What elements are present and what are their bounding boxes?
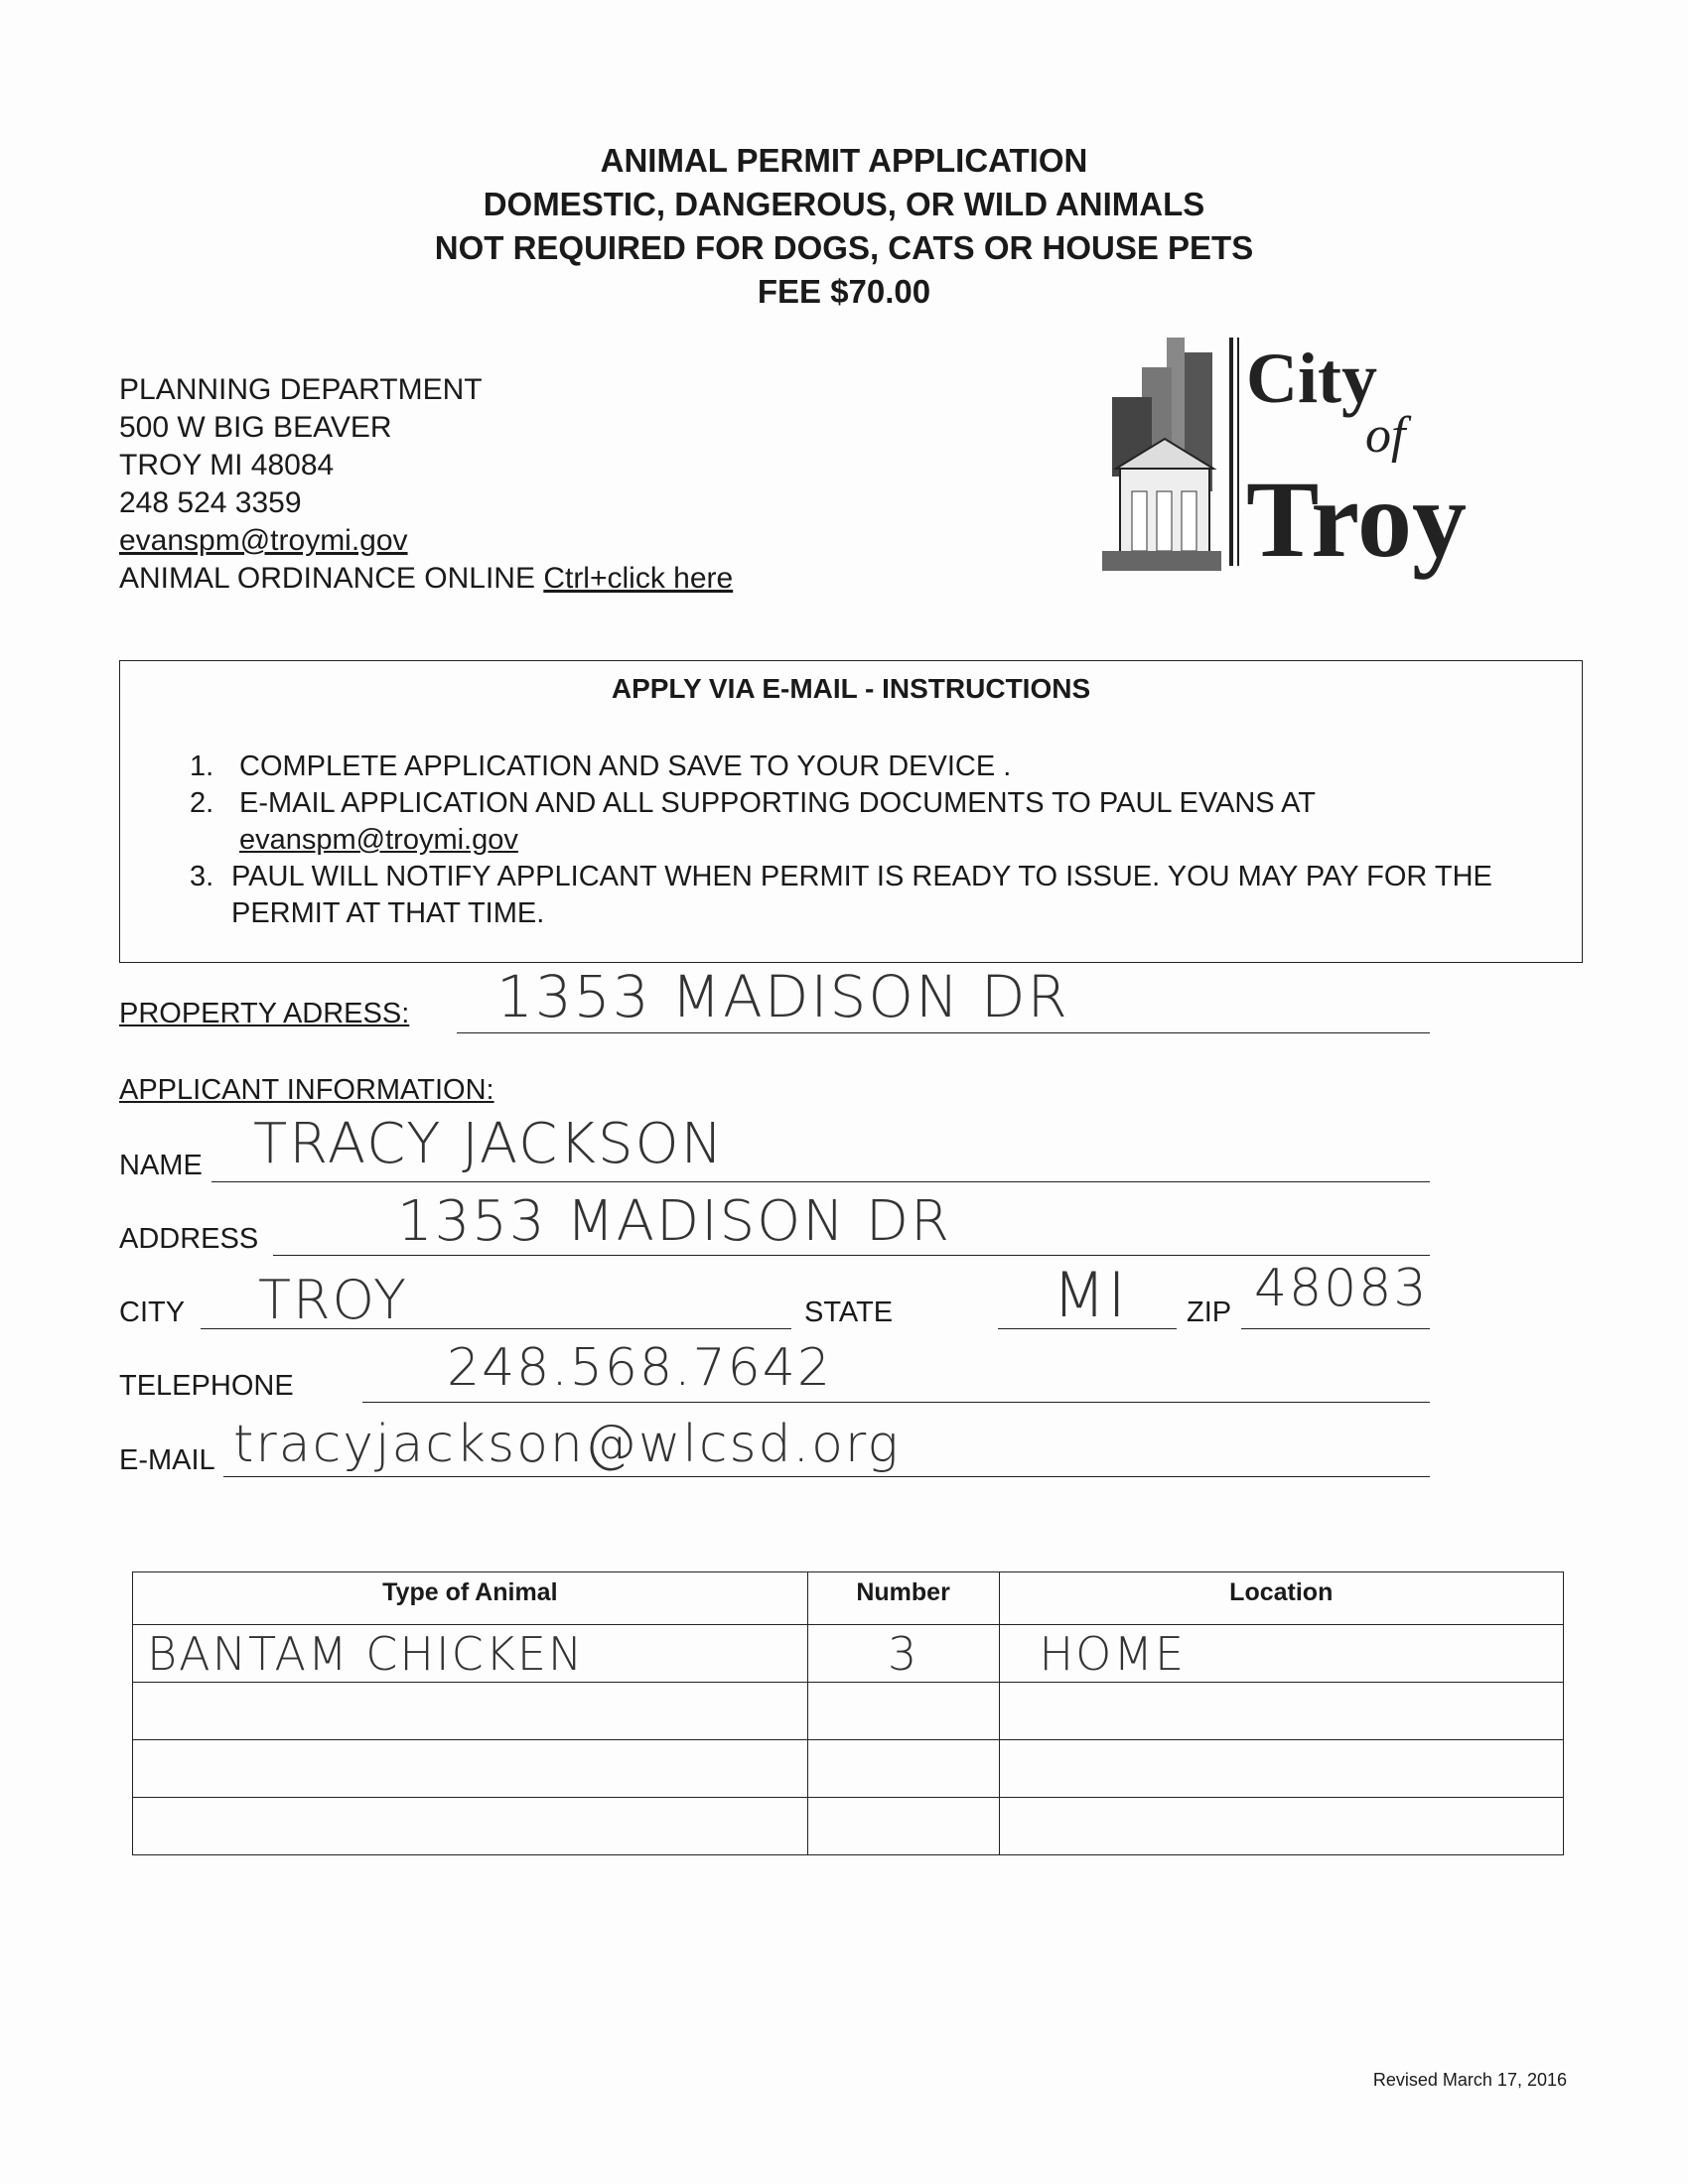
- department-city: TROY MI 48084: [119, 449, 335, 481]
- title-line-1: ANIMAL PERMIT APPLICATION: [600, 142, 1088, 179]
- ordinance-link[interactable]: Ctrl+click here: [543, 562, 734, 595]
- zip-line: [1241, 1328, 1430, 1329]
- instruction-item: 1. COMPLETE APPLICATION AND SAVE TO YOUR DEVICE .: [190, 751, 1012, 782]
- animal-table: [132, 1571, 1564, 1855]
- city-value[interactable]: TROY: [258, 1269, 409, 1331]
- animal-location-cell[interactable]: HOME: [999, 1625, 1563, 1683]
- telephone-line: [362, 1402, 1430, 1403]
- email-line: [223, 1476, 1430, 1477]
- email-value[interactable]: tracyjackson@wlcsd.org: [233, 1415, 901, 1474]
- table-row: [133, 1798, 1564, 1855]
- instructions-email-link[interactable]: evanspm@troymi.gov: [239, 824, 518, 856]
- telephone-value[interactable]: 248.568.7642: [447, 1338, 832, 1398]
- instructions-box: [119, 660, 1583, 963]
- form-title: [0, 139, 1688, 314]
- title-line-3: NOT REQUIRED FOR DOGS, CATS OR HOUSE PETS: [434, 229, 1254, 266]
- animal-type-cell[interactable]: [133, 1683, 808, 1740]
- department-name: PLANNING DEPARTMENT: [119, 373, 483, 406]
- logo-city-text: City: [1246, 339, 1377, 418]
- animal-table-header: [133, 1572, 1564, 1625]
- property-address-value[interactable]: 1353 MADISON DR: [496, 963, 1069, 1030]
- title-line-2: DOMESTIC, DANGEROUS, OR WILD ANIMALS: [483, 186, 1205, 222]
- animal-location-cell[interactable]: [999, 1683, 1563, 1740]
- instructions-title: APPLY VIA E-MAIL - INSTRUCTIONS: [611, 673, 1091, 704]
- column-location: Location: [999, 1572, 1563, 1625]
- animal-number-cell[interactable]: [807, 1798, 999, 1855]
- city-of-troy-logo: [1102, 328, 1489, 625]
- department-phone: 248 524 3359: [119, 486, 302, 519]
- property-address-line: [457, 1032, 1430, 1033]
- ordinance-label: ANIMAL ORDINANCE ONLINE: [119, 562, 535, 595]
- property-address-label: PROPERTY ADRESS:: [119, 998, 410, 1029]
- column-number: Number: [807, 1572, 999, 1625]
- animal-location-cell[interactable]: [999, 1740, 1563, 1798]
- instructions-list: [190, 749, 1560, 932]
- state-label: STATE: [804, 1297, 894, 1328]
- telephone-label: TELEPHONE: [119, 1370, 294, 1402]
- address-label: ADDRESS: [119, 1223, 259, 1255]
- logo-of-text: of: [1365, 407, 1406, 464]
- table-row: [133, 1740, 1564, 1798]
- animal-type-cell[interactable]: [133, 1798, 808, 1855]
- city-label: CITY: [119, 1297, 186, 1328]
- column-type-of-animal: Type of Animal: [133, 1572, 808, 1625]
- table-row: [133, 1625, 1564, 1683]
- instruction-item: 2. E-MAIL APPLICATION AND ALL SUPPORTING DOCUMENTS TO PAUL EVANS AT evanspm@troymi.gov: [190, 787, 1317, 856]
- department-email-link[interactable]: evanspm@troymi.gov: [119, 524, 408, 557]
- animal-number-cell[interactable]: [807, 1740, 999, 1798]
- zip-label: ZIP: [1187, 1297, 1232, 1328]
- address-line: [273, 1255, 1430, 1256]
- revised-date: Revised March 17, 2016: [1372, 2070, 1567, 2090]
- table-row: [133, 1683, 1564, 1740]
- department-block: [119, 371, 733, 598]
- animal-type-cell[interactable]: BANTAM CHICKEN: [133, 1625, 808, 1683]
- name-label: NAME: [119, 1150, 203, 1181]
- title-fee: FEE $70.00: [757, 273, 931, 310]
- email-label: E-MAIL: [119, 1444, 215, 1476]
- animal-number-cell[interactable]: 3: [807, 1625, 999, 1683]
- state-value[interactable]: MI: [1053, 1259, 1128, 1331]
- name-line: [211, 1181, 1430, 1182]
- name-value[interactable]: TRACY JACKSON: [253, 1112, 725, 1176]
- animal-location-cell[interactable]: [999, 1798, 1563, 1855]
- zip-value[interactable]: 48083: [1254, 1259, 1429, 1318]
- instruction-item: 3. PAUL WILL NOTIFY APPLICANT WHEN PERMIT IS READY TO ISSUE. YOU MAY PAY FOR THE PERMIT AT THAT TIME.: [190, 861, 1492, 929]
- applicant-info-heading: APPLICANT INFORMATION:: [119, 1074, 494, 1106]
- department-street: 500 W BIG BEAVER: [119, 411, 392, 444]
- animal-type-cell[interactable]: [133, 1740, 808, 1798]
- animal-number-cell[interactable]: [807, 1683, 999, 1740]
- logo-troy-text: Troy: [1246, 459, 1468, 580]
- address-value[interactable]: 1353 MADISON DR: [397, 1189, 951, 1254]
